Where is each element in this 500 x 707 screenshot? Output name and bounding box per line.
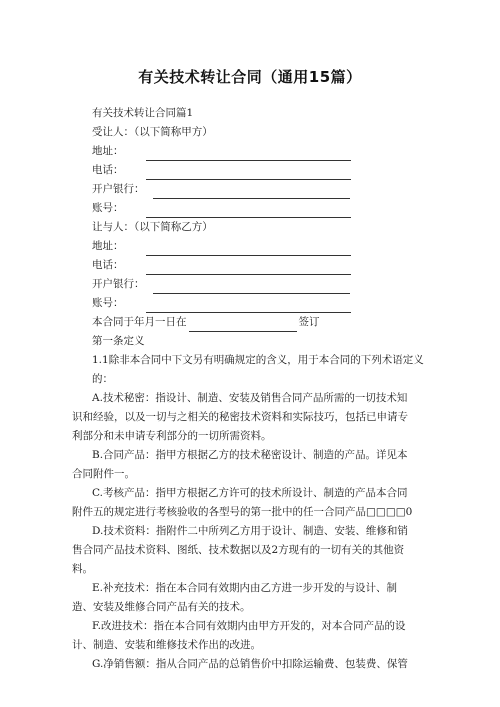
definition-item-a: A.技术秘密：指设计、制造、安装及销售合同产品所需的一切技术知识和经验，以及一切与之相关的秘密技术资料和实际技巧，包括已申请专利部分和未申请专利部分的一切所需资料。 [72,392,408,442]
party-a-address-label: 地址： [92,145,124,157]
party-a-account-row [92,199,437,218]
party-a-account-blank [146,205,351,218]
party-a-bank-row [92,180,437,199]
signing-place-blank [189,319,297,332]
party-b-bank-label: 开户银行： [92,278,145,290]
definition-item-b: B.合同产品：指甲方根据乙方的技术秘密设计、制造的产品。详见本合同附件一。 [72,449,408,480]
party-a-phone-label: 电话： [92,164,124,176]
party-b-phone-label: 电话： [92,259,124,271]
party-a-address-blank [146,148,351,161]
document-title: 有关技术转让合同（通用15篇） [138,68,362,86]
party-a-header: 受让人：（以下简称甲方） [92,126,213,138]
definition-item-f: F.改进技术：指在本合同有效期内由甲方开发的，对本合同产品的设计、制造、安装和维修技术作出的改进。 [72,620,406,651]
definition-item-d: D.技术资料：指附件二中所列乙方用于设计、制造、安装、维修和销售合同产品技术资料、图纸、技术数据以及2方现有的一切有关的其他资料。 [72,525,408,575]
clause-1-1: 1.1除非本合同中下文另有明确规定的含义，用于本合同的下列术语定义的： [92,354,424,385]
signing-prefix: 本合同于年月一日在 [92,316,187,328]
document-body [72,104,437,674]
party-b-account-blank [146,300,351,313]
party-a-account-label: 账号： [92,202,124,214]
party-a-phone-row [92,161,437,180]
party-a-bank-blank [153,186,350,199]
article-1-heading: 第一条定义 [92,335,145,347]
definition-item-g: G.净销售额：指从合同产品的总销售价中扣除运输费、包装费、保管 [92,658,408,670]
definition-item-e: E.补充技术：指在本合同有效期内由乙方进一步开发的与设计、制造、安装及维修合同产品有关的技术。 [72,582,398,613]
party-b-bank-row [92,275,437,294]
party-b-address-blank [146,243,351,256]
section-heading: 有关技术转让合同篇1 [92,107,194,119]
signing-suffix: 签订 [298,316,320,328]
party-b-address-label: 地址： [92,240,124,252]
party-b-account-label: 账号： [92,297,124,309]
party-b-phone-blank [146,262,351,275]
party-b-phone-row [92,256,437,275]
party-a-bank-label: 开户银行： [92,183,145,195]
party-a-phone-blank [146,167,351,180]
party-b-bank-blank [153,281,350,294]
party-b-address-row [92,237,437,256]
party-a-address-row [92,142,437,161]
party-b-header: 让与人：（以下简称乙方） [92,221,213,233]
party-b-account-row [92,294,437,313]
definition-item-c: C.考核产品：指甲方根据乙方许可的技术所设计、制造的产品本合同附件五的规定进行考核验收的各型号的第一批中的任一合同产品□□□□0 [72,487,413,518]
signing-row [92,313,437,332]
